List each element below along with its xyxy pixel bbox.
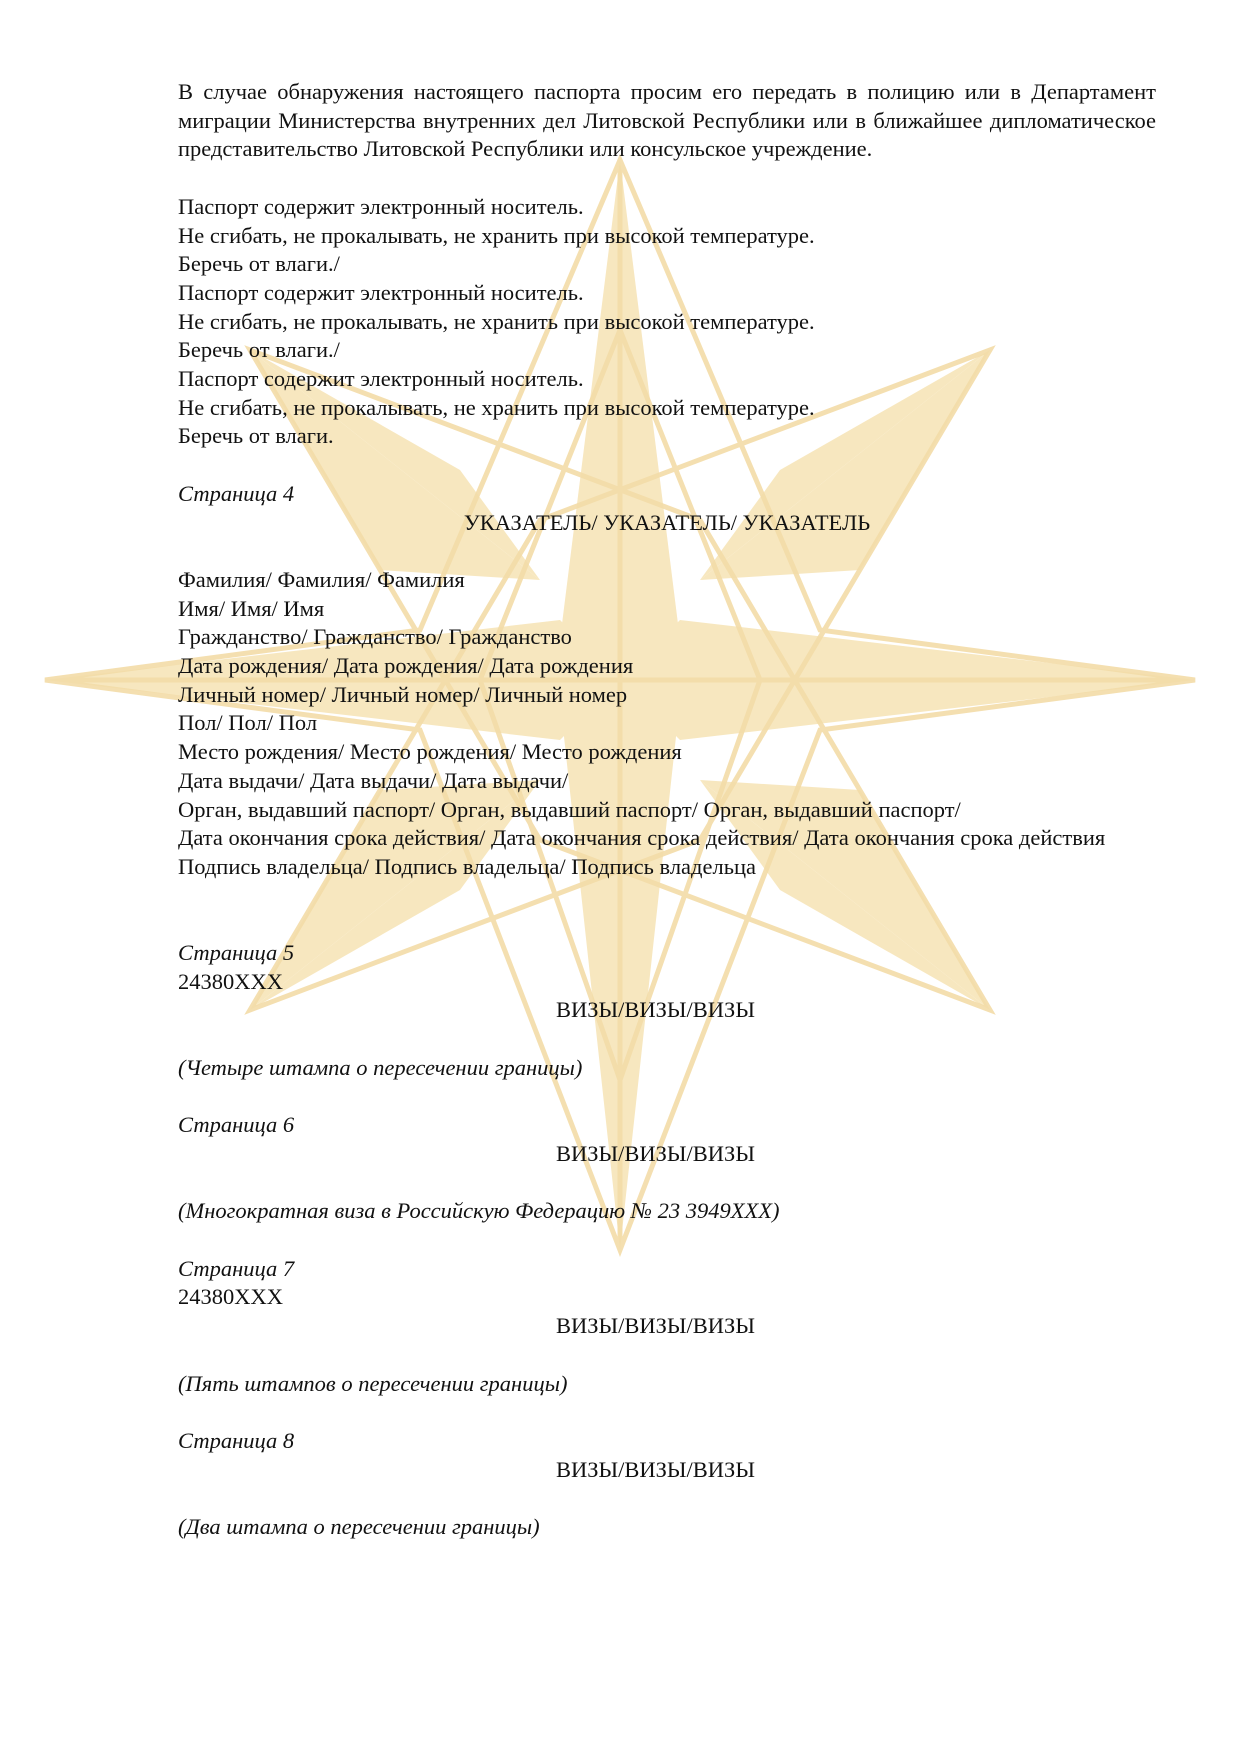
chip-notice-line: Беречь от влаги. xyxy=(178,423,334,449)
document-body xyxy=(178,78,1156,1542)
index-heading: УКАЗАТЕЛЬ/ УКАЗАТЕЛЬ/ УКАЗАТЕЛЬ xyxy=(463,509,871,535)
chip-notice-line: Не сгибать, не прокалывать, не хранить при высокой температуре. xyxy=(178,394,815,420)
index-field: Место рождения/ Место рождения/ Место рождения xyxy=(178,739,682,765)
index-field: Орган, выдавший паспорт/ Орган, выдавший паспорт/ Орган, выдавший паспорт/ xyxy=(178,796,961,822)
chip-notice-line: Беречь от влаги./ xyxy=(178,337,340,363)
index-field-list xyxy=(178,566,1156,882)
page-6-note: (Многократная виза в Российскую Федерацию № 23 3949XXX) xyxy=(178,1198,780,1224)
chip-notice-line: Паспорт содержит электронный носитель. xyxy=(178,193,584,219)
index-field: Имя/ Имя/ Имя xyxy=(178,595,325,621)
index-field: Дата рождения/ Дата рождения/ Дата рождения xyxy=(178,653,634,679)
index-field: Фамилия/ Фамилия/ Фамилия xyxy=(178,566,465,592)
page-7-note: (Пять штампов о пересечении границы) xyxy=(178,1370,568,1396)
page-5-note: (Четыре штампа о пересечении границы) xyxy=(178,1054,583,1080)
page-6-label: Страница 6 xyxy=(178,1112,295,1138)
chip-notice-line: Паспорт содержит электронный носитель. xyxy=(178,366,584,392)
page-5-number: 24380XXX xyxy=(178,968,283,994)
index-field: Пол/ Пол/ Пол xyxy=(178,710,318,736)
page-7-visa-heading: ВИЗЫ/ВИЗЫ/ВИЗЫ xyxy=(556,1313,755,1339)
chip-notice-line: Паспорт содержит электронный носитель. xyxy=(178,279,584,305)
index-field: Дата выдачи/ Дата выдачи/ Дата выдачи/ xyxy=(178,767,569,793)
chip-notice-line: Не сгибать, не прокалывать, не хранить при высокой температуре. xyxy=(178,308,815,334)
chip-notice-line: Беречь от влаги./ xyxy=(178,251,340,277)
page-8-visa-heading: ВИЗЫ/ВИЗЫ/ВИЗЫ xyxy=(556,1456,755,1482)
index-field: Гражданство/ Гражданство/ Гражданство xyxy=(178,624,572,650)
page-7-number: 24380XXX xyxy=(178,1284,283,1310)
index-field: Личный номер/ Личный номер/ Личный номер xyxy=(178,681,628,707)
page-5-visa-heading: ВИЗЫ/ВИЗЫ/ВИЗЫ xyxy=(556,997,755,1023)
page-6-visa-heading: ВИЗЫ/ВИЗЫ/ВИЗЫ xyxy=(556,1140,755,1166)
index-field: Подпись владельца/ Подпись владельца/ Подпись владельца xyxy=(178,853,756,879)
page-7-label: Страница 7 xyxy=(178,1255,295,1281)
page-8-note: (Два штампа о пересечении границы) xyxy=(178,1513,540,1539)
chip-notice-block xyxy=(178,193,1156,451)
page-8-label: Страница 8 xyxy=(178,1427,295,1453)
page-5-label: Страница 5 xyxy=(178,940,295,966)
chip-notice-line: Не сгибать, не прокалывать, не хранить при высокой температуре. xyxy=(178,222,815,248)
intro-paragraph: В случае обнаружения настоящего паспорта просим его передать в полицию или в Департамент миграции Министерства внутренних дел Литовской Республики или в ближайшее дипломатическое представительство Литовской Республики или консульское учреждение. xyxy=(178,79,1156,162)
page-4-label: Страница 4 xyxy=(178,480,295,506)
index-field: Дата окончания срока действия/ Дата окончания срока действия/ Дата окончания срока действия xyxy=(178,825,1106,851)
